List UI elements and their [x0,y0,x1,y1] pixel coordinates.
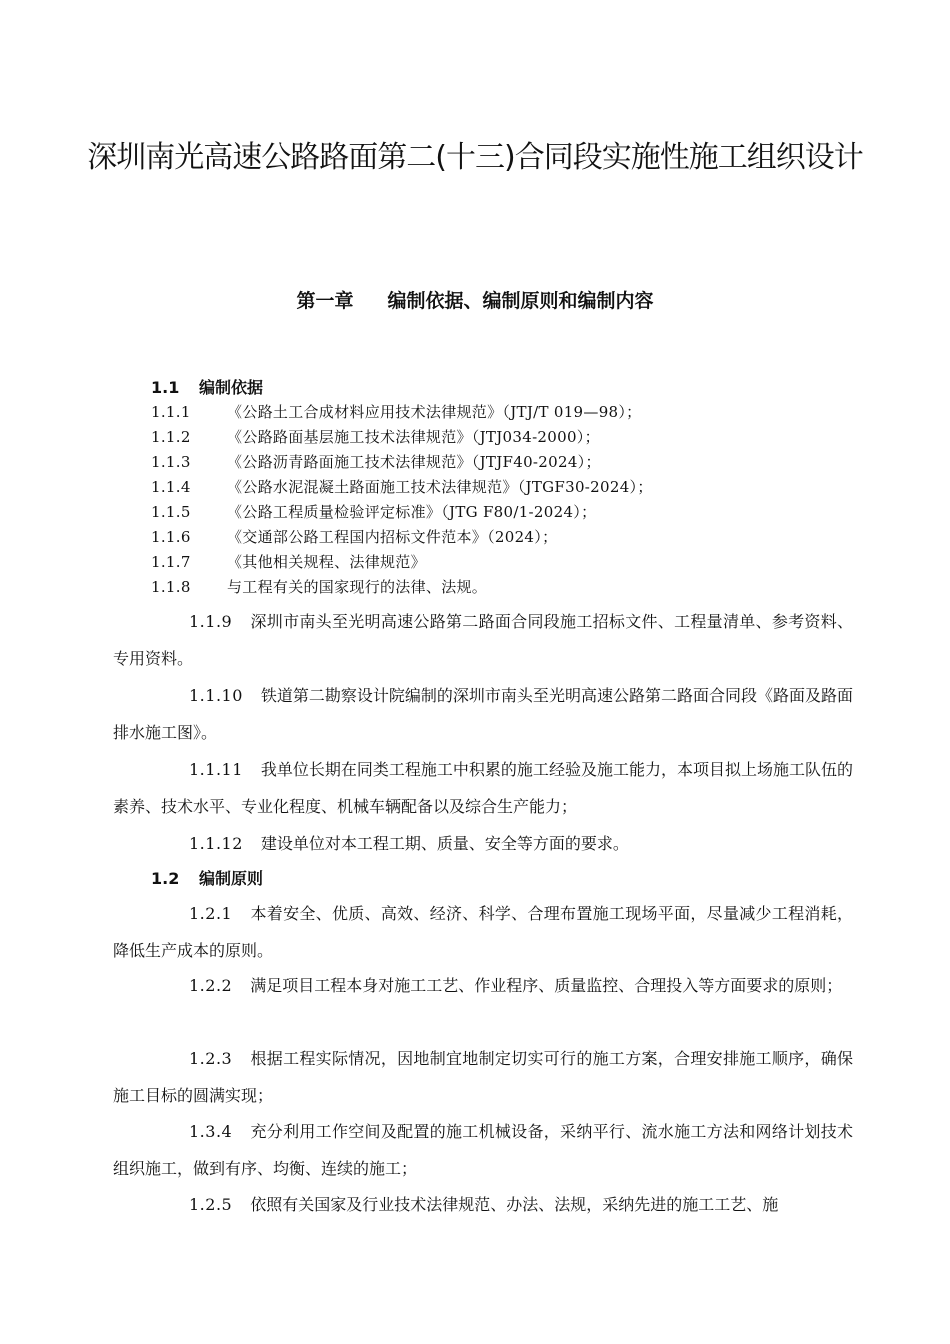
body-paragraph: 1.1.10 铁道第二勘察设计院编制的深圳市南头至光明高速公路第二路面合同段《路面及路面排水施工图》。 [113,686,853,742]
reference-item: 1.1.5 《公路工程质量检验评定标准》（JTG F80/1-2024）； [151,503,597,521]
section-title: 编制原则 [199,869,264,888]
reference-item: 1.1.7 《其他相关规程、法律规范》 [151,553,426,571]
chapter-number: 第一章 [296,290,354,312]
reference-item: 1.1.3 《公路沥青路面施工技术法律规范》（JTJF40-2024）； [151,453,601,471]
reference-item: 1.1.8 与工程有关的国家现行的法律、法规。 [151,578,488,596]
body-paragraph: 1.2.5 依照有关国家及行业技术法律规范、办法、法规，采纳先进的施工工艺、施 [189,1195,779,1214]
chapter-heading [0,286,950,313]
reference-item: 1.1.1 《公路土工合成材料应用技术法律规范》（JTJ/T 019—98）； [151,403,642,421]
body-paragraph: 1.2.2 满足项目工程本身对施工工艺、作业程序、质量监控、合理投入等方面要求的原则； [189,976,843,995]
section-number: 1.2 [151,869,180,888]
reference-item: 1.1.4 《公路水泥混凝土路面施工技术法律规范》（JTGF30-2024）； [151,478,653,496]
section-heading-1-2 [151,866,263,889]
body-paragraph: 1.2.1 本着安全、优质、高效、经济、科学、合理布置施工现场平面，尽量减少工程消耗，降低生产成本的原则。 [113,904,853,960]
body-paragraph: 1.1.12 建设单位对本工程工期、质量、安全等方面的要求。 [189,834,629,853]
document-title: 深圳南光高速公路路面第二(十三)合同段实施性施工组织设计 [87,140,863,175]
body-paragraph: 1.3.4 充分利用工作空间及配置的施工机械设备，采纳平行、流水施工方法和网络计划技术组织施工，做到有序、均衡、连续的施工； [113,1122,853,1178]
reference-item: 1.1.6 《交通部公路工程国内招标文件范本》（2024）； [151,528,558,546]
body-paragraph: 1.1.11 我单位长期在同类工程施工中积累的施工经验及施工能力，本项目拟上场施工队伍的素养、技术水平、专业化程度、机械车辆配备以及综合生产能力； [113,760,853,816]
section-heading-1-1 [151,375,263,398]
reference-item: 1.1.2 《公路路面基层施工技术法律规范》（JTJ034-2000）； [151,428,600,446]
body-paragraph: 1.2.3 根据工程实际情况，因地制宜地制定切实可行的施工方案，合理安排施工顺序，确保施工目标的圆满实现； [113,1049,853,1105]
chapter-title: 编制依据、编制原则和编制内容 [387,290,654,312]
section-title: 编制依据 [199,378,264,397]
section-number: 1.1 [151,378,180,397]
body-paragraph: 1.1.9 深圳市南头至光明高速公路第二路面合同段施工招标文件、工程量清单、参考资料、专用资料。 [113,612,853,668]
